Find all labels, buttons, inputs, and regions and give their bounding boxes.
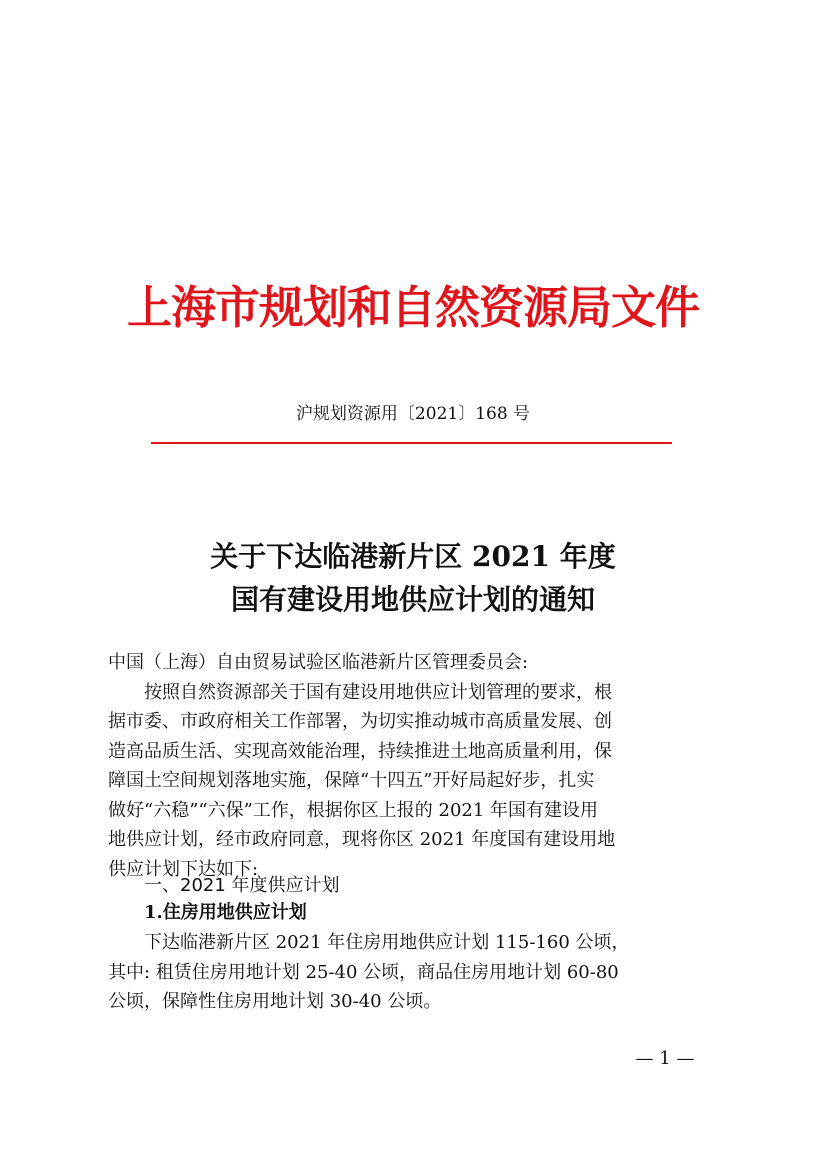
paragraph-1-line: 供应计划下达如下: xyxy=(108,858,259,880)
subsection-1-heading: 1.住房用地供应计划 xyxy=(108,902,307,923)
section-1-heading: 一、2021 年度供应计划 xyxy=(108,875,340,896)
paragraph-2-line: 公顷，保障性住房用地计划 30-40 公顷。 xyxy=(108,991,442,1012)
paragraph-1-line: 地供应计划，经市政府同意，现将你区 2021 年度国有建设用地 xyxy=(108,829,616,850)
paragraph-1-line: 按照自然资源部关于国有建设用地供应计划管理的要求，根 xyxy=(108,681,612,703)
addressee: 中国（上海）自由贸易试验区临港新片区管理委员会: xyxy=(108,652,529,673)
document-masthead: 上海市规划和自然资源局文件 xyxy=(126,281,699,334)
paragraph-2-line: 下达临港新片区 2021 年住房用地供应计划 115-160 公顷， xyxy=(108,932,630,953)
paragraph-2-line: 其中: 租赁住房用地计划 25-40 公顷，商品住房用地计划 60-80 xyxy=(108,961,619,983)
paragraph-1-line: 造高品质生活、实现高效能治理，持续推进土地高质量利用，保 xyxy=(108,740,612,762)
red-separator-rule xyxy=(151,442,672,444)
notice-title-line-2: 国有建设用地供应计划的通知 xyxy=(230,583,595,616)
page-number: — 1 — xyxy=(635,1048,695,1069)
paragraph-1-line: 障国土空间规划落地实施，保障“十四五”开好局起好步，扎实 xyxy=(108,770,595,791)
document-number: 沪规划资源用〔2021〕168 号 xyxy=(295,404,531,424)
paragraph-1-line: 据市委、市政府相关工作部署，为切实推动城市高质量发展、创 xyxy=(108,711,612,732)
notice-title-line-1: 关于下达临港新片区 2021 年度 xyxy=(210,540,616,573)
paragraph-1-line: 做好“六稳”“六保”工作，根据你区上报的 2021 年国有建设用 xyxy=(108,799,599,821)
